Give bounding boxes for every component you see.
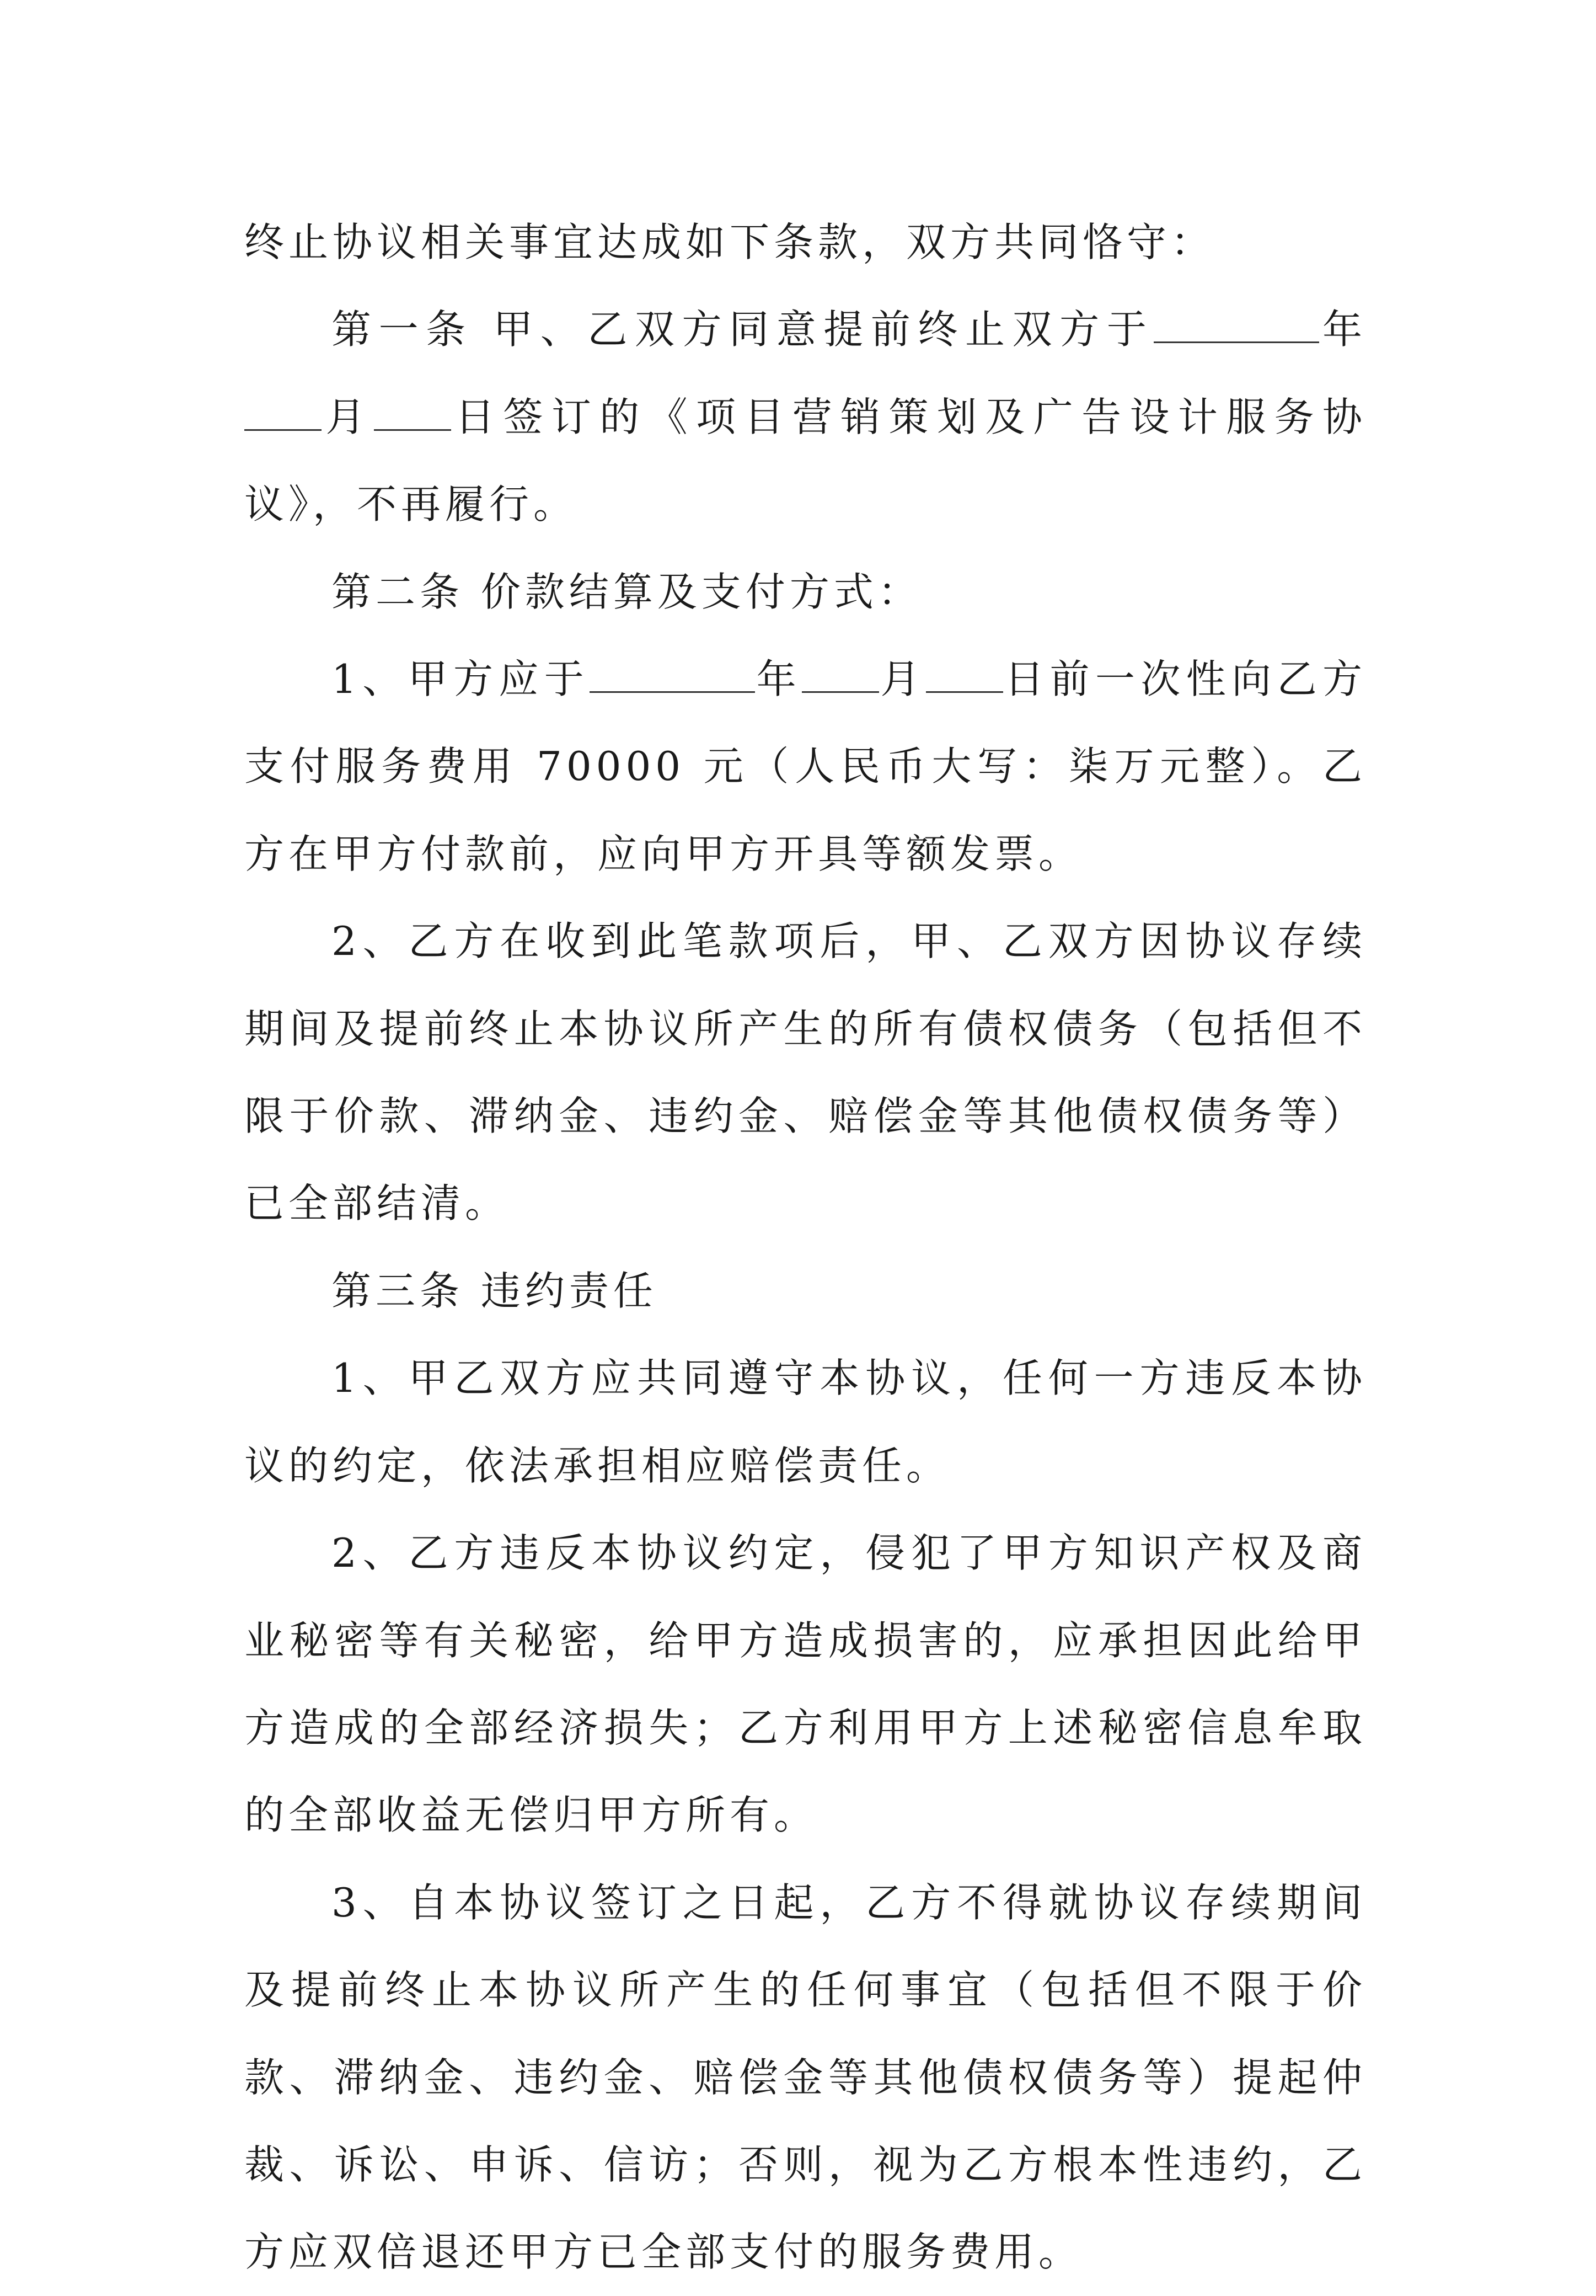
item-1-text-month: 月 xyxy=(879,656,926,703)
paragraph-article-2-item-2: 2、乙方在收到此笔款项后，甲、乙双方因协议存续期间及提前终止本协议所产生的所有债权债务（包括但不限于价款、滞纳金、违约金、赔偿金等其他债权债务等）已全部结清。 xyxy=(244,918,1367,1227)
paragraph-article-3-item-3: 3、自本协议签订之日起，乙方不得就协议存续期间及提前终止本协议所产生的任何事宜（包括但不限于价款、滞纳金、违约金、赔偿金等其他债权债务等）提起仲裁、诉讼、申诉、信访；否则，视为乙方根本性违约，乙方应双倍退还甲方已全部支付的服务费用。 xyxy=(244,1879,1367,2276)
paragraph-article-2-item-1 xyxy=(244,636,1367,898)
paragraph-article-3-item-1: 1、甲乙双方应共同遵守本协议，任何一方违反本协议的约定，依法承担相应赔偿责任。 xyxy=(244,1355,1367,1489)
year-blank xyxy=(1154,306,1319,343)
item-1-text-b: 日前一次性向乙方支付服务费用 70000 元（人民币大写：柒万元整）。乙方在甲方付款前，应向甲方开具等额发票。 xyxy=(244,656,1367,877)
month-blank xyxy=(802,656,879,693)
paragraph-article-3-heading: 第三条 违约责任 xyxy=(331,1267,657,1314)
article-1-text-b: 日签订的《项目营销策划及广告设计服务协议》，不再履行。 xyxy=(244,393,1367,528)
paragraph-article-2-heading: 第二条 价款结算及支付方式： xyxy=(331,568,922,615)
paragraph-intro: 终止协议相关事宜达成如下条款，双方共同恪守： xyxy=(244,219,1215,265)
day-blank xyxy=(374,394,451,431)
paragraph-article-3-item-2: 2、乙方违反本协议约定，侵犯了甲方知识产权及商业秘密等有关秘密，给甲方造成损害的，应承担因此给甲方造成的全部经济损失；乙方利用甲方上述秘密信息牟取的全部收益无偿归甲方所有。 xyxy=(244,1530,1367,1839)
article-1-text-year: 年 xyxy=(1319,306,1367,353)
year-blank xyxy=(590,656,755,693)
document-body xyxy=(244,199,1367,2296)
article-1-text-month: 月 xyxy=(322,393,374,440)
paragraph-article-1 xyxy=(244,286,1367,548)
day-blank xyxy=(926,656,1003,693)
item-1-text-a: 1、甲方应于 xyxy=(331,656,590,703)
item-1-text-year: 年 xyxy=(755,656,802,703)
month-blank xyxy=(244,394,322,431)
article-1-text-a: 第一条 甲、乙双方同意提前终止双方于 xyxy=(331,306,1154,353)
